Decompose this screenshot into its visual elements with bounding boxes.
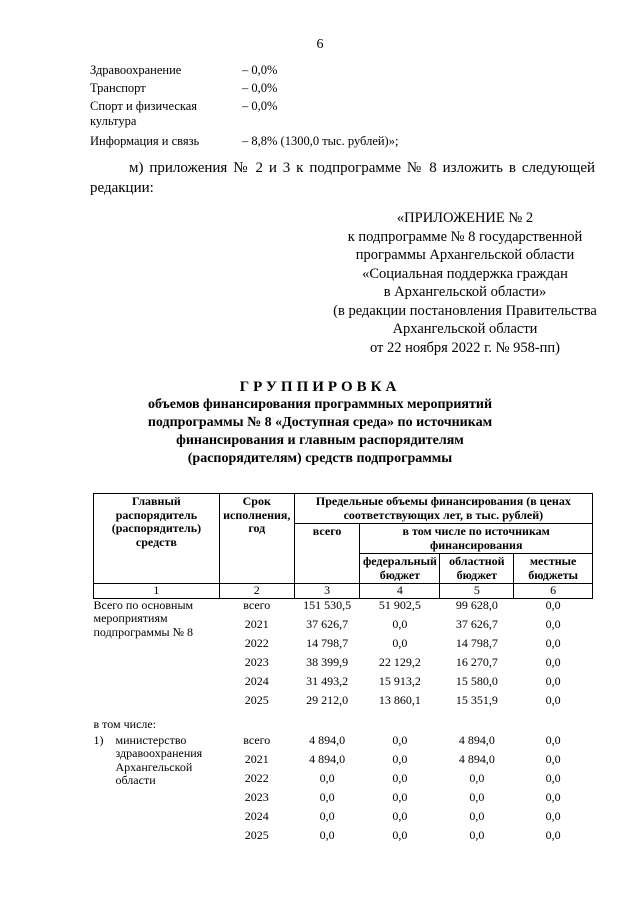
- cell-local: 0,0: [545, 692, 561, 707]
- appendix-line: Архангельской области: [392, 321, 538, 337]
- cell-regional: 15 351,9: [455, 692, 498, 707]
- col-number: 2: [219, 584, 294, 599]
- cell-regional: 0,0: [469, 789, 485, 804]
- header-distributor: Главный распорядитель (распорядитель) средств: [94, 494, 220, 584]
- cell-federal: 0,0: [392, 732, 408, 747]
- sector-name: Информация и связь: [90, 134, 200, 148]
- cell-regional: 4 894,0: [458, 732, 495, 747]
- page-number: 6: [316, 37, 324, 52]
- cell-total: 0,0: [319, 770, 335, 785]
- col-number: 4: [360, 584, 440, 599]
- title-line: (распорядителям) средств подпрограммы: [187, 451, 453, 466]
- cell-year: 2024: [244, 808, 269, 823]
- cell-total: 0,0: [319, 789, 335, 804]
- header-local: местные бюджеты: [514, 554, 593, 584]
- paragraph-line-1: м) приложения № 2 и 3 к подпрограмме № 8 изложить в следующей: [129, 160, 595, 176]
- cell-federal: 22 129,2: [378, 654, 421, 669]
- row-label-ministry: [94, 734, 220, 848]
- cell-federal: 0,0: [392, 789, 408, 804]
- table-row: [94, 734, 593, 753]
- cell-year: всего: [243, 597, 271, 612]
- cell-federal: 15 913,2: [378, 673, 421, 688]
- sector-name: Спорт и физическая: [90, 99, 198, 113]
- header-regional: областной бюджет: [440, 554, 514, 584]
- title-line: ГРУППИРОВКА: [239, 379, 401, 395]
- appendix-line: (в редакции постановления Правительства: [333, 302, 597, 319]
- cell-total: 4 894,0: [309, 732, 346, 747]
- sector-value: – 0,0%: [242, 81, 278, 95]
- header-total: всего: [294, 524, 360, 584]
- cell-regional: 37 626,7: [455, 616, 498, 631]
- cell-local: 0,0: [545, 673, 561, 688]
- cell-total: 37 626,7: [306, 616, 349, 631]
- cell-regional: 14 798,7: [455, 635, 498, 650]
- appendix-line: программы Архангельской области: [355, 247, 575, 263]
- title-line: объемов финансирования программных мероприятий: [147, 397, 493, 412]
- cell-federal: 0,0: [392, 770, 408, 785]
- cell-regional: 99 628,0: [455, 597, 498, 612]
- financing-table: [93, 493, 593, 848]
- paragraph-line-2: редакции:: [90, 180, 154, 196]
- cell-local: 0,0: [545, 654, 561, 669]
- title-line: подпрограммы № 8 «Доступная среда» по источникам: [147, 415, 493, 430]
- cell-local: 0,0: [545, 616, 561, 631]
- cell-year: 2021: [244, 751, 269, 766]
- cell-total: 0,0: [319, 808, 335, 823]
- cell-year: 2025: [244, 692, 269, 707]
- row-label: Всего по основным мероприятиям подпрограммы № 8: [93, 597, 194, 639]
- cell-federal: 0,0: [392, 808, 408, 823]
- col-number: 3: [294, 584, 360, 599]
- cell-total: 0,0: [319, 827, 335, 842]
- cell-local: 0,0: [545, 732, 561, 747]
- col-number: 5: [440, 584, 514, 599]
- cell-year: 2022: [244, 635, 269, 650]
- appendix-line: от 22 ноября 2022 г. № 958-пп): [369, 339, 561, 356]
- cell-year: 2023: [244, 654, 269, 669]
- cell-total: 38 399,9: [306, 654, 349, 669]
- cell-year: 2024: [244, 673, 269, 688]
- item-number: 1): [93, 732, 104, 747]
- cell-federal: 0,0: [392, 827, 408, 842]
- cell-local: 0,0: [545, 597, 561, 612]
- cell-local: 0,0: [545, 770, 561, 785]
- sector-value: – 0,0%: [242, 63, 278, 77]
- cell-total: 14 798,7: [306, 635, 349, 650]
- header-federal: федеральный бюджет: [360, 554, 440, 584]
- table-row: [94, 713, 593, 734]
- cell-local: 0,0: [545, 635, 561, 650]
- cell-year: 2021: [244, 616, 269, 631]
- cell-total: 4 894,0: [309, 751, 346, 766]
- table-row: [94, 598, 593, 618]
- sector-name-cont: культура: [90, 114, 137, 128]
- cell-federal: 0,0: [392, 751, 408, 766]
- cell-regional: 15 580,0: [455, 673, 498, 688]
- cell-year: 2025: [244, 827, 269, 842]
- cell-regional: 16 270,7: [455, 654, 498, 669]
- sector-name: Транспорт: [90, 81, 146, 95]
- cell-year: 2022: [244, 770, 269, 785]
- cell-regional: 4 894,0: [458, 751, 495, 766]
- cell-regional: 0,0: [469, 827, 485, 842]
- cell-year: всего: [243, 732, 271, 747]
- cell-total: 151 530,5: [303, 597, 352, 612]
- appendix-line: в Архангельской области»: [383, 284, 547, 300]
- cell-local: 0,0: [545, 789, 561, 804]
- cell-regional: 0,0: [469, 808, 485, 823]
- sector-value: – 8,8% (1300,0 тыс. рублей)»;: [242, 134, 399, 148]
- header-sources: в том числе по источникам финансирования: [360, 524, 593, 554]
- sector-value: – 0,0%: [242, 99, 278, 113]
- cell-federal: 51 902,5: [378, 597, 421, 612]
- appendix-line: к подпрограмме № 8 государственной: [347, 228, 583, 245]
- col-number: 1: [94, 584, 220, 599]
- appendix-line: «ПРИЛОЖЕНИЕ № 2: [396, 210, 534, 226]
- cell-federal: 0,0: [392, 635, 408, 650]
- cell-year: 2023: [244, 789, 269, 804]
- title-line: финансирования и главным распорядителям: [176, 433, 464, 448]
- row-label: министерство здравоохранения Архангельской области: [115, 732, 203, 787]
- appendix-line: «Социальная поддержка граждан: [362, 265, 568, 282]
- header-term: Срок исполнения, год: [219, 494, 294, 584]
- including-label: в том числе:: [93, 716, 157, 731]
- col-number: 6: [514, 584, 593, 599]
- appendix-header: [300, 209, 630, 357]
- cell-local: 0,0: [545, 751, 561, 766]
- cell-federal: 13 860,1: [378, 692, 421, 707]
- cell-total: 31 493,2: [306, 673, 349, 688]
- cell-local: 0,0: [545, 827, 561, 842]
- cell-federal: 0,0: [392, 616, 408, 631]
- cell-total: 29 212,0: [306, 692, 349, 707]
- cell-regional: 0,0: [469, 770, 485, 785]
- header-limits: Предельные объемы финансирования (в ценах соответствующих лет, в тыс. рублей): [294, 494, 592, 524]
- sector-name: Здравоохранение: [90, 63, 182, 77]
- cell-local: 0,0: [545, 808, 561, 823]
